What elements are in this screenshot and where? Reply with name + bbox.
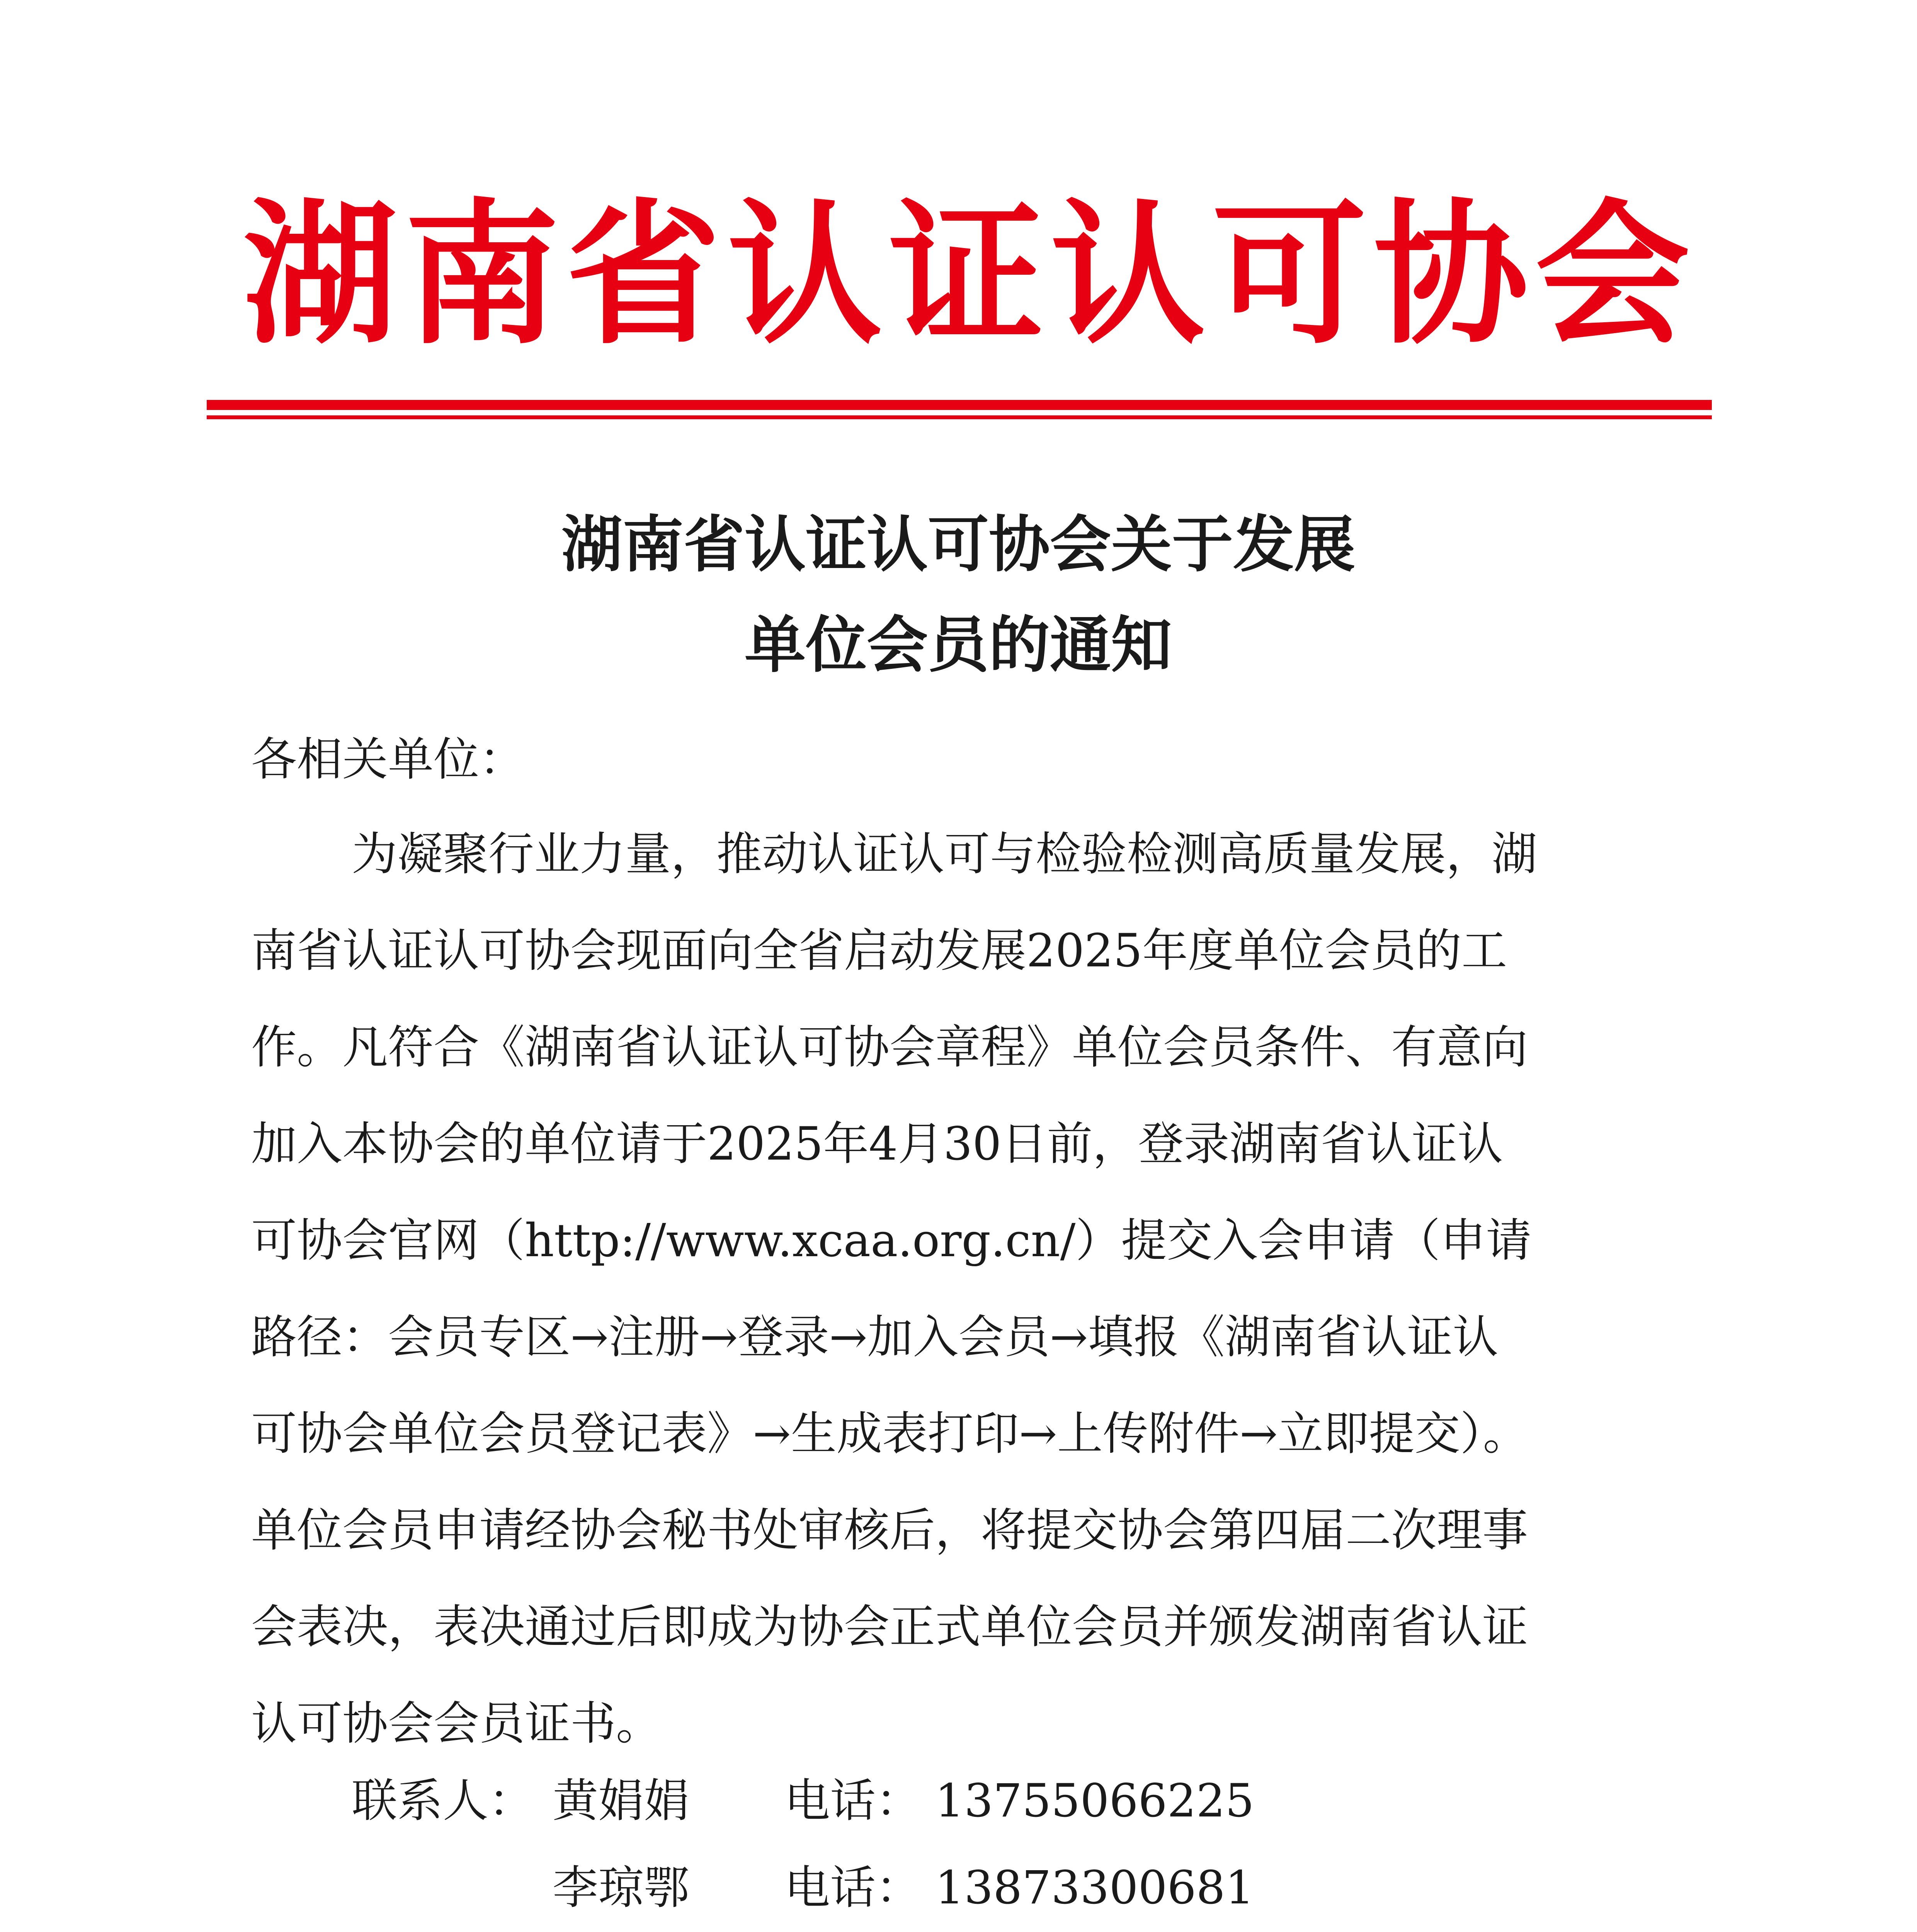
body-line: 可协会单位会员登记表》→生成表打印→上传附件→立即提交）。	[251, 1407, 1529, 1460]
org-header: 湖南省认证认可协会	[243, 184, 1697, 365]
contact-name: 黄娟娟	[553, 1774, 690, 1827]
contact-phone: 13755066225	[935, 1774, 1254, 1827]
header-rule-thin	[207, 415, 1712, 419]
document-title-line1: 湖南省认证认可协会关于发展	[561, 509, 1355, 580]
body-line: 加入本协会的单位请于2025年4月30日前，登录湖南省认证认	[251, 1117, 1503, 1170]
header-rule-thick	[207, 400, 1712, 410]
body-line: 可协会官网（http://www.xcaa.org.cn/）提交入会申请（申请	[251, 1214, 1532, 1267]
body-line: 作。凡符合《湖南省认证认可协会章程》单位会员条件、有意向	[251, 1020, 1528, 1074]
contact-name: 李琼鄂	[553, 1861, 690, 1914]
salutation: 各相关单位：	[251, 733, 525, 786]
contact-phone-label: 电话：	[784, 1774, 922, 1827]
body-line: 为凝聚行业力量，推动认证认可与检验检测高质量发展，湖	[352, 827, 1538, 881]
body-line: 路径：会员专区→注册→登录→加入会员→填报《湖南省认证认	[251, 1310, 1499, 1364]
contact-phone: 13873300681	[935, 1861, 1254, 1914]
body-line: 会表决，表决通过后即成为协会正式单位会员并颁发湖南省认证	[251, 1600, 1528, 1653]
document-title-line2: 单位会员的通知	[745, 609, 1172, 681]
body-line: 认可协会会员证书。	[251, 1697, 662, 1750]
contact-label: 联系人：	[352, 1774, 534, 1827]
contact-phone-label: 电话：	[784, 1861, 922, 1914]
body-line: 单位会员申请经协会秘书处审核后，将提交协会第四届二次理事	[251, 1503, 1528, 1557]
body-line: 南省认证认可协会现面向全省启动发展2025年度单位会员的工	[251, 924, 1507, 977]
